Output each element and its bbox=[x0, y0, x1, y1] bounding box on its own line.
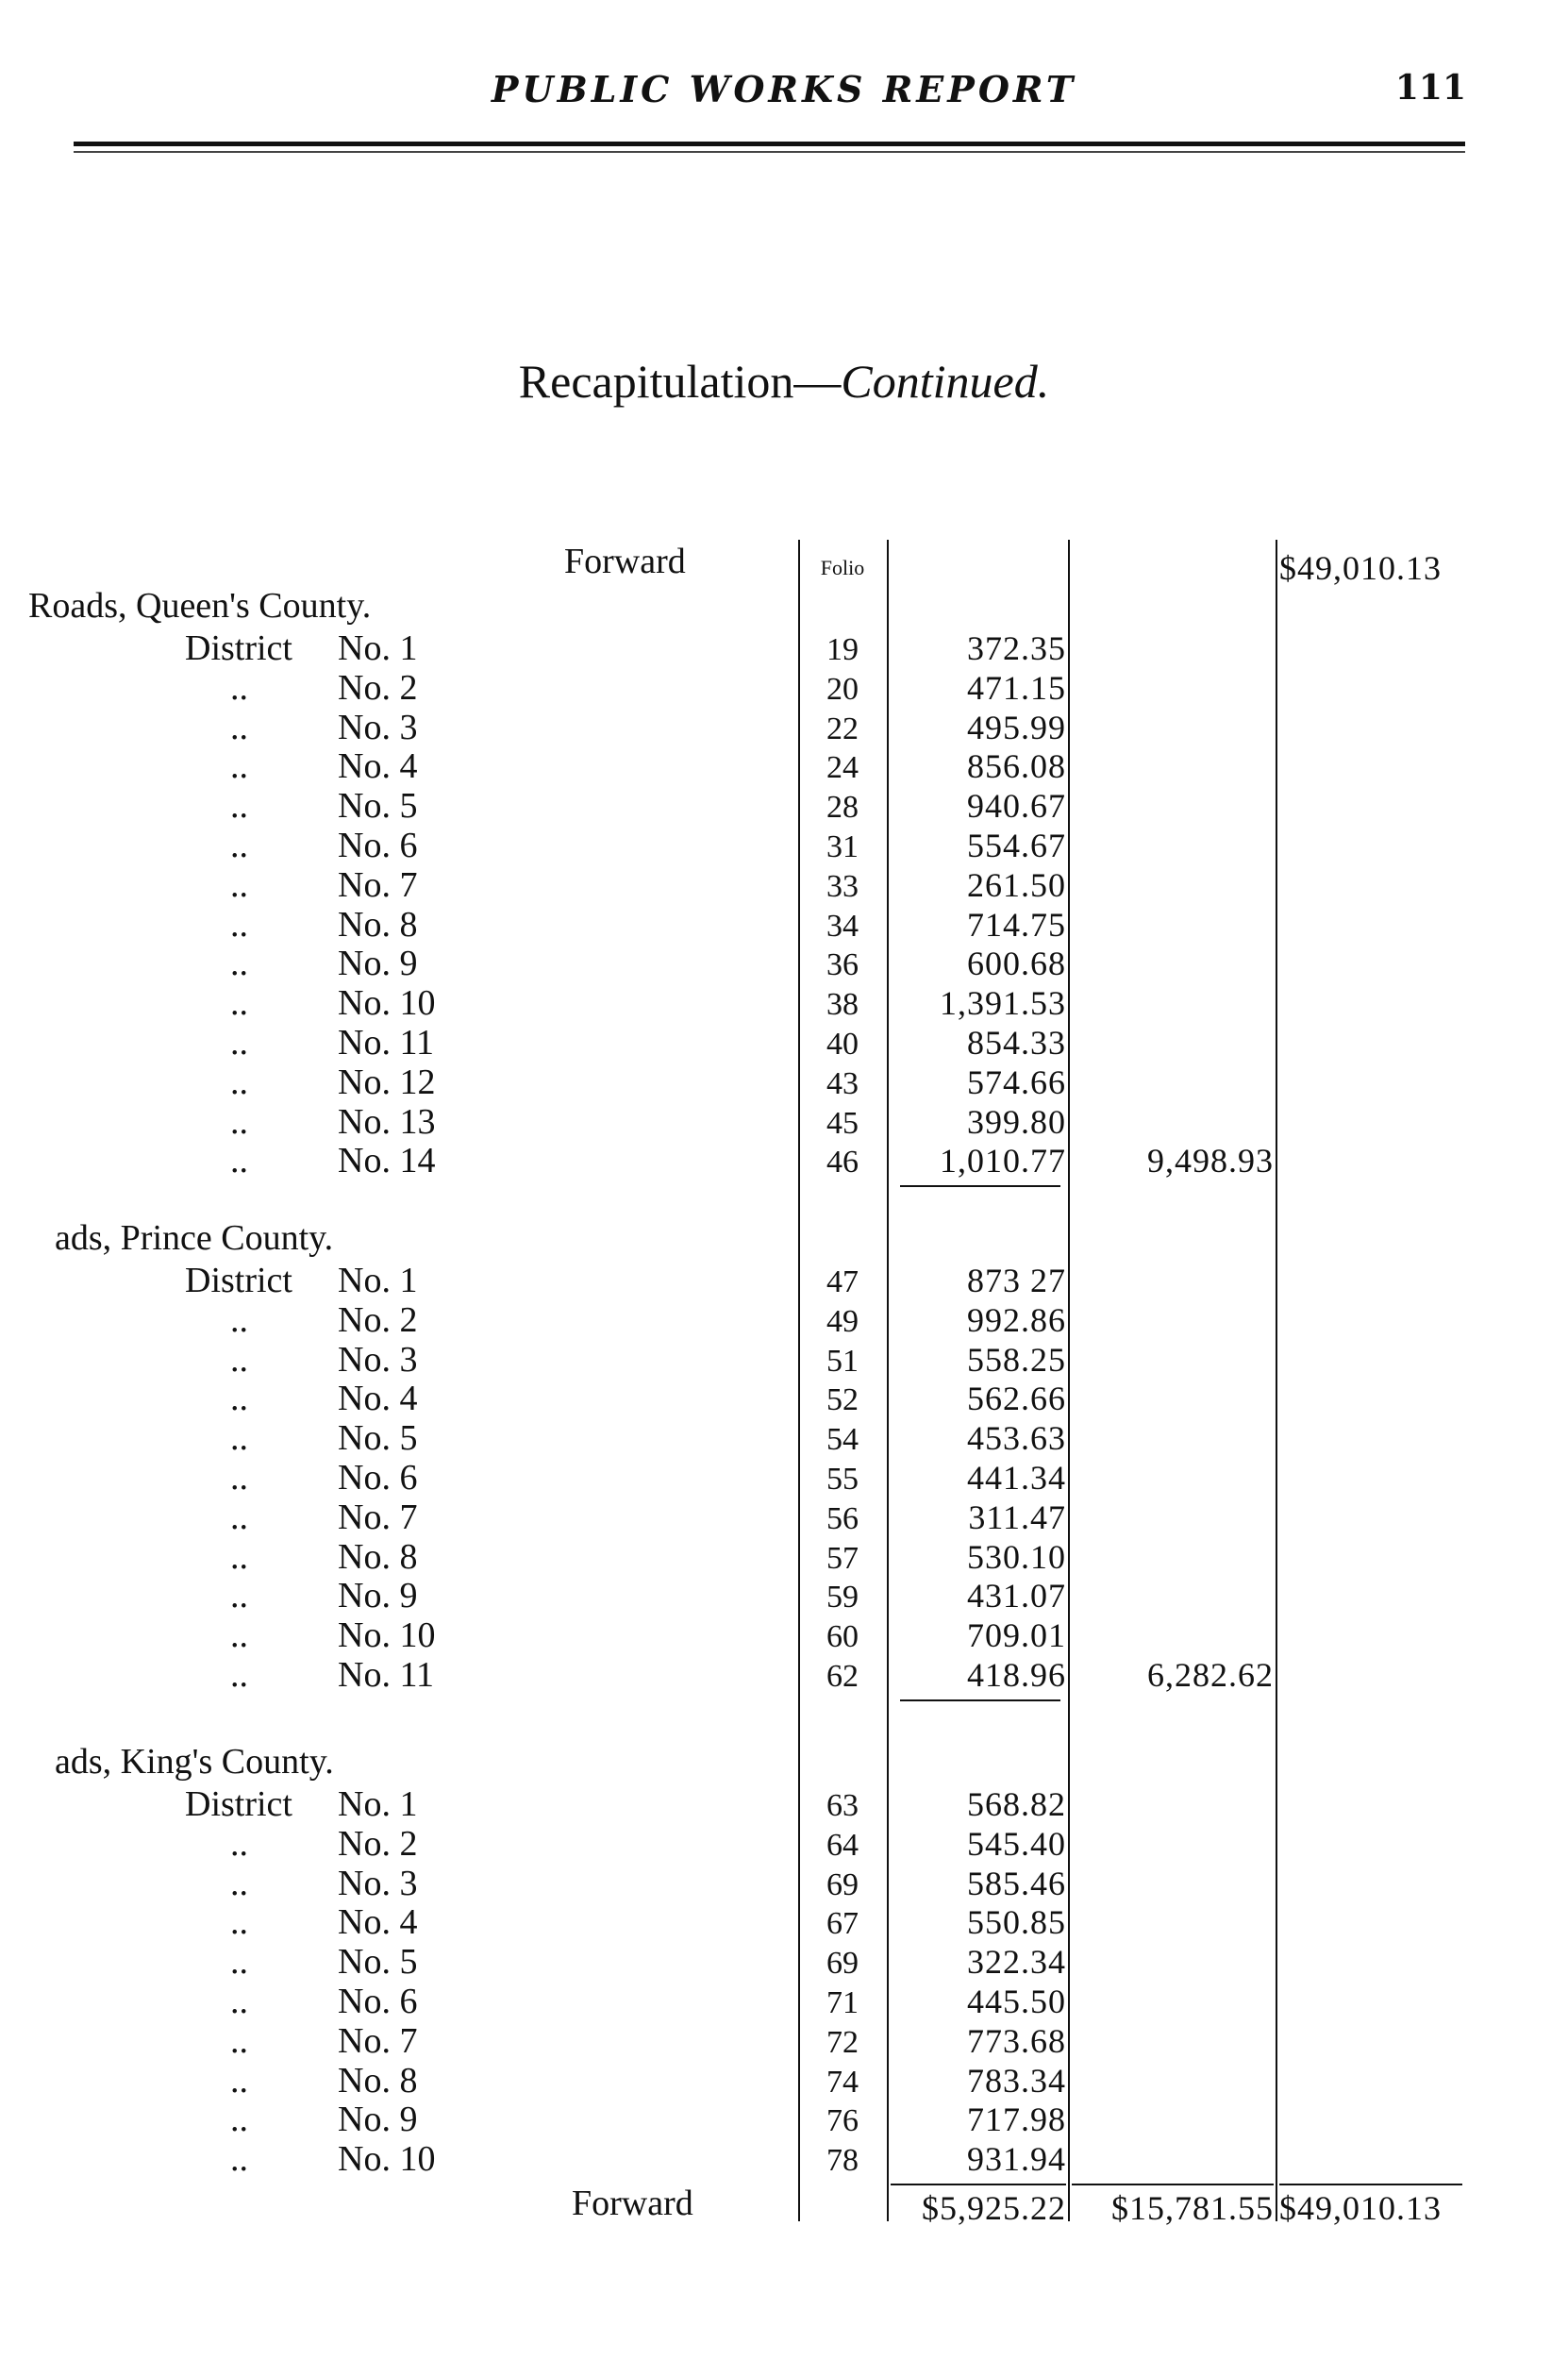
ditto-mark: .. bbox=[230, 786, 248, 827]
forward-top-grand-total: $49,010.13 bbox=[1279, 549, 1442, 587]
forward-bottom-label: Forward bbox=[572, 2184, 693, 2223]
folio-number: 62 bbox=[826, 1659, 859, 1694]
folio-number: 31 bbox=[826, 829, 859, 864]
folio-number: 78 bbox=[826, 2143, 859, 2179]
forward-top-label: Forward bbox=[564, 542, 686, 581]
district-amount: 558.25 bbox=[967, 1340, 1066, 1379]
ditto-mark: .. bbox=[230, 1101, 248, 1142]
district-amount: 1,391.53 bbox=[940, 984, 1066, 1023]
folio-number: 54 bbox=[826, 1422, 859, 1458]
district-number: No. 9 bbox=[338, 944, 418, 984]
folio-column-right-rule bbox=[887, 540, 889, 2221]
ditto-mark: .. bbox=[230, 1863, 248, 1903]
folio-number: 28 bbox=[826, 790, 859, 826]
folio-number: 33 bbox=[826, 868, 859, 904]
district-amount: 585.46 bbox=[967, 1864, 1066, 1902]
folio-number: 36 bbox=[826, 947, 859, 983]
ditto-mark: .. bbox=[230, 864, 248, 905]
ditto-mark: .. bbox=[230, 1023, 248, 1063]
district-number: No. 1 bbox=[338, 1784, 418, 1824]
ditto-mark: .. bbox=[230, 1982, 248, 2021]
section-heading: Roads, Queen's County. bbox=[28, 586, 372, 626]
district-amount: 441.34 bbox=[967, 1459, 1066, 1497]
district-number: No. 5 bbox=[338, 786, 418, 827]
folio-number: 74 bbox=[826, 2064, 859, 2100]
folio-number: 52 bbox=[826, 1382, 859, 1418]
district-number: No. 3 bbox=[338, 1863, 418, 1903]
ditto-mark: .. bbox=[230, 1615, 248, 1656]
running-title: PUBLIC WORKS REPORT bbox=[491, 68, 1077, 110]
folio-number: 49 bbox=[826, 1303, 859, 1339]
district-amount: 261.50 bbox=[967, 865, 1066, 904]
subtotal-rule bbox=[900, 1699, 1060, 1701]
ditto-mark: .. bbox=[230, 1902, 248, 1943]
district-number: No. 8 bbox=[338, 1536, 418, 1577]
folio-number: 34 bbox=[826, 908, 859, 944]
section-heading: ads, Prince County. bbox=[55, 1218, 334, 1258]
folio-number: 72 bbox=[826, 2024, 859, 2060]
district-amount: 322.34 bbox=[967, 1943, 1066, 1982]
district-number: No. 2 bbox=[338, 667, 418, 708]
ditto-mark: .. bbox=[230, 1536, 248, 1577]
folio-number: 67 bbox=[826, 1906, 859, 1942]
district-number: No. 4 bbox=[338, 746, 418, 787]
title-continued: Continued. bbox=[841, 355, 1050, 408]
district-amount: 600.68 bbox=[967, 945, 1066, 983]
folio-number: 24 bbox=[826, 750, 859, 786]
header-rule bbox=[74, 142, 1465, 146]
district-amount: 545.40 bbox=[967, 1824, 1066, 1863]
district-amount: 471.15 bbox=[967, 668, 1066, 707]
subtotal-column-right-rule bbox=[1276, 540, 1277, 2221]
ditto-mark: .. bbox=[230, 1942, 248, 1983]
district-number: No. 8 bbox=[338, 2060, 418, 2101]
folio-number: 69 bbox=[826, 1946, 859, 1982]
county-subtotal: 9,498.93 bbox=[1147, 1142, 1274, 1180]
folio-number: 59 bbox=[826, 1580, 859, 1615]
district-amount: 372.35 bbox=[967, 629, 1066, 667]
district-amount: 431.07 bbox=[967, 1577, 1066, 1615]
ditto-mark: .. bbox=[230, 1141, 248, 1181]
district-number: No. 10 bbox=[338, 1615, 436, 1656]
ditto-mark: .. bbox=[230, 2100, 248, 2140]
folio-number: 40 bbox=[826, 1027, 859, 1062]
folio-number: 76 bbox=[826, 2103, 859, 2139]
district-amount: 530.10 bbox=[967, 1537, 1066, 1576]
ditto-mark: .. bbox=[230, 1379, 248, 1419]
folio-number: 71 bbox=[826, 1985, 859, 2020]
district-amount: 773.68 bbox=[967, 2021, 1066, 2060]
district-amount: 931.94 bbox=[967, 2140, 1066, 2179]
district-amount: 453.63 bbox=[967, 1419, 1066, 1458]
bottom-rule-total bbox=[1279, 2184, 1462, 2185]
subtotal-rule bbox=[900, 1185, 1060, 1187]
district-amount: 574.66 bbox=[967, 1063, 1066, 1101]
amount-column-right-rule bbox=[1068, 540, 1070, 2221]
district-prefix: District bbox=[185, 628, 292, 668]
district-prefix: District bbox=[185, 1784, 292, 1824]
district-number: No. 13 bbox=[338, 1101, 436, 1142]
district-number: No. 2 bbox=[338, 1823, 418, 1864]
district-number: No. 7 bbox=[338, 2020, 418, 2061]
folio-number: 19 bbox=[826, 632, 859, 667]
district-number: No. 1 bbox=[338, 1261, 418, 1300]
folio-number: 22 bbox=[826, 711, 859, 746]
forward-bottom-amount: $5,925.22 bbox=[922, 2189, 1066, 2227]
district-amount: 709.01 bbox=[967, 1616, 1066, 1655]
folio-number: 55 bbox=[826, 1462, 859, 1497]
folio-number: 60 bbox=[826, 1619, 859, 1655]
district-number: No. 4 bbox=[338, 1379, 418, 1419]
district-number: No. 7 bbox=[338, 1497, 418, 1537]
district-number: No. 10 bbox=[338, 983, 436, 1024]
district-amount: 717.98 bbox=[967, 2101, 1066, 2139]
district-amount: 550.85 bbox=[967, 1903, 1066, 1942]
ditto-mark: .. bbox=[230, 983, 248, 1024]
district-amount: 1,010.77 bbox=[940, 1142, 1066, 1180]
district-number: No. 4 bbox=[338, 1902, 418, 1943]
forward-bottom-total: $49,010.13 bbox=[1279, 2189, 1442, 2227]
district-number: No. 11 bbox=[338, 1023, 435, 1063]
folio-number: 69 bbox=[826, 1866, 859, 1902]
district-number: No. 10 bbox=[338, 2139, 436, 2180]
folio-number: 45 bbox=[826, 1105, 859, 1141]
district-amount: 992.86 bbox=[967, 1300, 1066, 1339]
bottom-rule-amount bbox=[891, 2184, 1066, 2185]
district-number: No. 6 bbox=[338, 826, 418, 865]
header-rule-thin bbox=[74, 151, 1465, 153]
title-main: Recapitulation— bbox=[518, 355, 842, 408]
district-amount: 873 27 bbox=[967, 1262, 1066, 1299]
section-heading: ads, King's County. bbox=[55, 1742, 334, 1782]
folio-number: 64 bbox=[826, 1827, 859, 1863]
ditto-mark: .. bbox=[230, 1823, 248, 1864]
folio-number: 20 bbox=[826, 671, 859, 707]
page-title bbox=[0, 354, 1568, 409]
ditto-mark: .. bbox=[230, 826, 248, 865]
county-subtotal: 6,282.62 bbox=[1147, 1656, 1274, 1694]
folio-number: 51 bbox=[826, 1343, 859, 1379]
folio-number: 46 bbox=[826, 1145, 859, 1180]
district-amount: 783.34 bbox=[967, 2061, 1066, 2100]
ditto-mark: .. bbox=[230, 746, 248, 787]
ditto-mark: .. bbox=[230, 1458, 248, 1498]
district-number: No. 7 bbox=[338, 864, 418, 905]
ditto-mark: .. bbox=[230, 667, 248, 708]
ditto-mark: .. bbox=[230, 944, 248, 984]
district-number: No. 14 bbox=[338, 1141, 436, 1181]
district-number: No. 3 bbox=[338, 707, 418, 747]
ditto-mark: .. bbox=[230, 1655, 248, 1695]
district-amount: 399.80 bbox=[967, 1102, 1066, 1141]
district-amount: 554.67 bbox=[967, 827, 1066, 864]
folio-number: 63 bbox=[826, 1788, 859, 1823]
folio-number: 57 bbox=[826, 1540, 859, 1576]
ditto-mark: .. bbox=[230, 1339, 248, 1380]
folio-number: 38 bbox=[826, 987, 859, 1023]
folio-number: 43 bbox=[826, 1065, 859, 1101]
district-amount: 562.66 bbox=[967, 1380, 1066, 1418]
ditto-mark: .. bbox=[230, 1299, 248, 1340]
ditto-mark: .. bbox=[230, 707, 248, 747]
forward-bottom-subtotal: $15,781.55 bbox=[1111, 2189, 1274, 2227]
district-number: No. 6 bbox=[338, 1982, 418, 2021]
ditto-mark: .. bbox=[230, 1576, 248, 1616]
district-number: No. 9 bbox=[338, 2100, 418, 2140]
folio-column-header: Folio bbox=[820, 556, 865, 579]
district-number: No. 6 bbox=[338, 1458, 418, 1498]
district-number: No. 5 bbox=[338, 1942, 418, 1983]
page-number: 111 bbox=[1394, 68, 1466, 108]
district-amount: 311.47 bbox=[968, 1498, 1066, 1536]
ditto-mark: .. bbox=[230, 2139, 248, 2180]
ditto-mark: .. bbox=[230, 1418, 248, 1459]
district-amount: 568.82 bbox=[967, 1785, 1066, 1823]
district-prefix: District bbox=[185, 1261, 292, 1300]
bottom-rule-subtotal bbox=[1072, 2184, 1274, 2185]
district-number: No. 8 bbox=[338, 904, 418, 945]
district-number: No. 5 bbox=[338, 1418, 418, 1459]
folio-number: 47 bbox=[826, 1264, 859, 1299]
folio-number: 56 bbox=[826, 1500, 859, 1536]
ditto-mark: .. bbox=[230, 2060, 248, 2101]
district-number: No. 2 bbox=[338, 1299, 418, 1340]
district-amount: 854.33 bbox=[967, 1024, 1066, 1062]
district-number: No. 11 bbox=[338, 1655, 435, 1695]
district-amount: 445.50 bbox=[967, 1983, 1066, 2020]
ditto-mark: .. bbox=[230, 2020, 248, 2061]
ditto-mark: .. bbox=[230, 904, 248, 945]
district-number: No. 1 bbox=[338, 628, 418, 668]
district-amount: 940.67 bbox=[967, 787, 1066, 826]
district-number: No. 3 bbox=[338, 1339, 418, 1380]
district-amount: 856.08 bbox=[967, 747, 1066, 786]
district-amount: 418.96 bbox=[967, 1656, 1066, 1694]
district-amount: 495.99 bbox=[967, 708, 1066, 746]
ditto-mark: .. bbox=[230, 1062, 248, 1102]
district-number: No. 9 bbox=[338, 1576, 418, 1616]
district-number: No. 12 bbox=[338, 1062, 436, 1102]
ditto-mark: .. bbox=[230, 1497, 248, 1537]
district-amount: 714.75 bbox=[967, 905, 1066, 944]
